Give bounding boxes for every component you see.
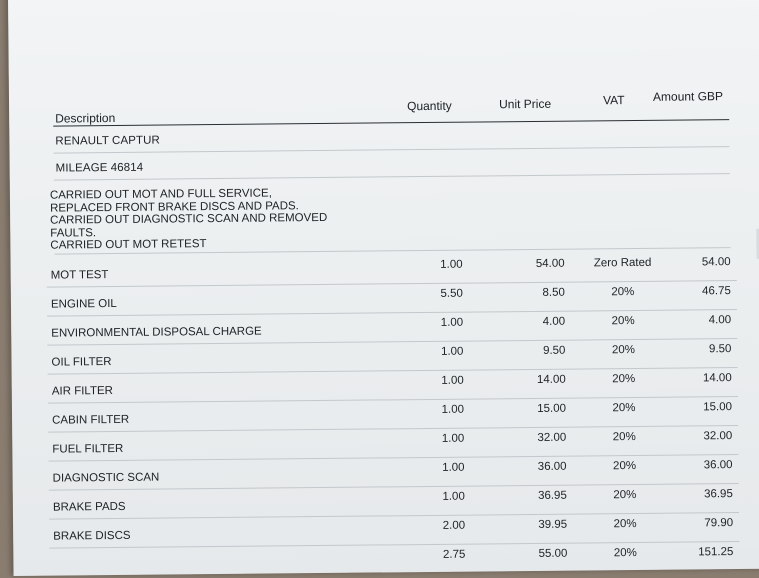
item-amount: 151.25 [698,546,734,559]
vehicle-mileage: MILEAGE 46814 [55,161,144,175]
item-quantity: 1.00 [440,258,463,271]
item-amount: 15.00 [703,401,733,414]
item-vat: 20% [612,459,637,473]
item-amount: 54.00 [701,256,731,269]
item-quantity: 5.50 [440,287,463,300]
item-amount: 9.50 [708,343,732,356]
item-quantity: 1.00 [441,374,464,387]
line-item-row-partial [49,543,739,578]
work-note-line: CARRIED OUT MOT AND FULL SERVICE, [49,187,272,202]
column-header-amount: Amount GBP [652,89,724,104]
item-vat: 20% [613,517,637,531]
item-vat: 20% [611,343,636,357]
item-vat: 20% [612,401,636,415]
item-unit-price: 15.00 [537,402,567,415]
item-quantity: 1.00 [442,461,465,474]
column-header-quantity: Quantity [407,98,452,114]
item-amount: 46.75 [702,285,731,298]
item-unit-price: 4.00 [542,315,566,328]
item-vat: 20% [613,488,637,502]
item-quantity: 1.00 [440,316,464,329]
item-quantity: 1.00 [441,403,465,416]
item-amount: 36.00 [703,459,733,472]
column-header-description: Description [55,110,116,126]
item-description: BRAKE PADS [52,500,126,514]
item-quantity: 1.00 [442,490,465,503]
column-header-vat: VAT [602,93,625,108]
item-unit-price: 36.00 [537,460,567,473]
item-description: CABIN FILTER [52,413,130,427]
item-description: FUEL FILTER [52,442,124,456]
item-description: ENVIRONMENTAL DISPOSAL CHARGE [51,325,262,340]
work-notes [50,187,371,253]
item-description: BRAKE DISCS [53,529,131,543]
item-quantity: 2.75 [442,548,466,561]
item-unit-price: 55.00 [538,547,568,560]
item-unit-price: 39.95 [538,518,568,531]
item-amount: 36.95 [703,488,733,501]
work-note-line: CARRIED OUT MOT RETEST [50,238,207,252]
item-unit-price: 8.50 [542,286,565,299]
item-vat: 20% [611,314,635,328]
vehicle-divider [54,146,730,153]
item-unit-price: 54.00 [535,257,565,270]
item-vat: 20% [612,430,636,444]
item-amount: 4.00 [708,314,732,327]
item-description: MOT TEST [50,269,109,282]
item-quantity: 1.00 [440,345,464,358]
mileage-divider [54,173,730,180]
item-amount: 79.90 [704,517,734,530]
item-description: AIR FILTER [51,385,113,398]
vehicle-model: RENAULT CAPTUR [55,134,160,148]
item-vat: 20% [612,372,636,386]
work-note-line: REPLACED FRONT BRAKE DISCS AND PADS. [49,199,299,215]
item-vat: Zero Rated [593,256,652,270]
item-description: DIAGNOSTIC SCAN [52,471,160,485]
item-description: ENGINE OIL [50,297,117,311]
item-amount: 14.00 [702,372,732,385]
item-unit-price: 14.00 [536,373,566,386]
item-quantity: 2.00 [442,519,466,532]
column-header-unit-price: Unit Price [498,96,552,112]
item-description: OIL FILTER [51,356,112,369]
item-unit-price: 32.00 [537,431,567,444]
item-amount: 32.00 [703,430,733,443]
item-unit-price: 36.95 [537,489,567,502]
item-unit-price: 9.50 [542,344,566,357]
invoice-sheet [8,0,759,576]
item-quantity: 1.00 [441,432,465,445]
item-vat: 20% [613,546,637,560]
work-note-line: FAULTS. [50,226,97,240]
item-vat: 20% [611,286,635,299]
work-note-line: CARRIED OUT DIAGNOSTIC SCAN AND REMOVED [50,212,328,227]
